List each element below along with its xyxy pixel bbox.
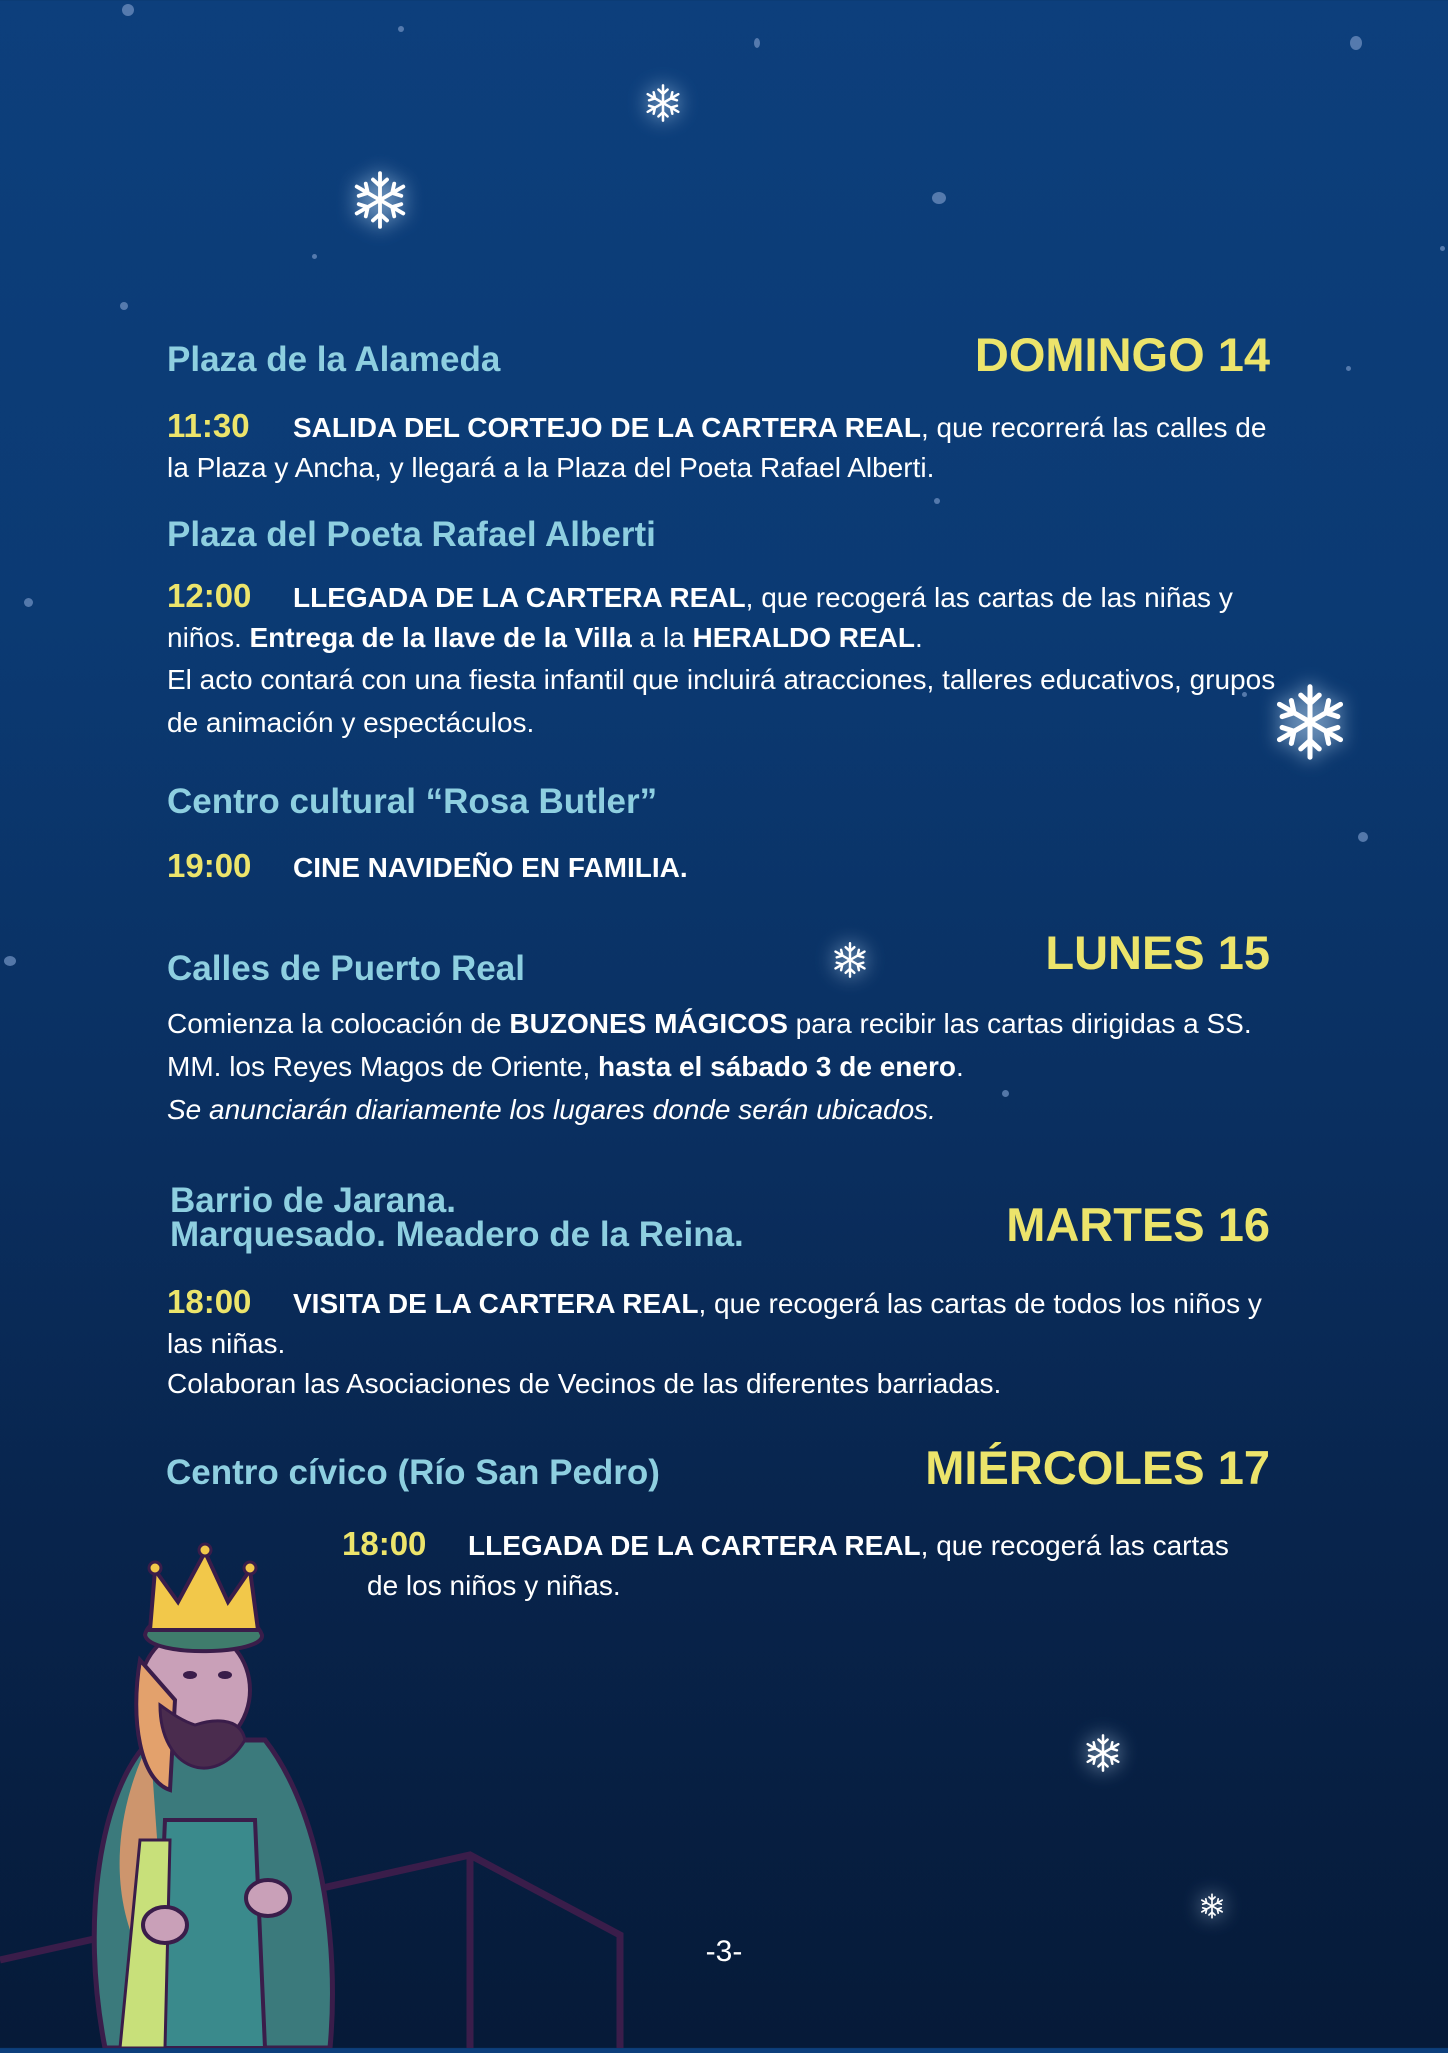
venue-barrio-jarana — [170, 1181, 744, 1254]
event-note: El acto contará con una fiesta infantil que incluirá atracciones, talleres educativos, grupos de animación y espectáculos. — [167, 664, 1276, 738]
snowflake-icon — [1198, 1892, 1226, 1920]
event-description: para recibir las cartas dirigidas a SS. MM. los Reyes Magos de Oriente, — [167, 1008, 1252, 1082]
page-number: -3- — [705, 1935, 743, 1968]
event-title: LLEGADA DE LA CARTERA REAL — [468, 1530, 921, 1561]
event-highlight: HERALDO REAL — [692, 622, 915, 653]
snowflake-icon — [1082, 1732, 1124, 1774]
event-title: LLEGADA DE LA CARTERA REAL — [293, 582, 746, 613]
snow-dot — [932, 192, 946, 204]
event-domingo-1200 — [167, 576, 1277, 744]
snow-dot — [4, 956, 16, 966]
snow-dot — [1358, 832, 1368, 842]
snow-dot — [122, 4, 134, 16]
snow-dot — [934, 498, 940, 504]
event-domingo-1900 — [167, 846, 1277, 888]
event-description: . — [915, 622, 923, 653]
event-highlight: hasta el sábado 3 de enero — [598, 1051, 956, 1082]
event-title: CINE NAVIDEÑO EN FAMILIA. — [293, 852, 688, 883]
king-illustration — [0, 1540, 640, 2048]
event-time: 18:00 — [167, 1283, 252, 1320]
event-highlight: BUZONES MÁGICOS — [509, 1008, 788, 1039]
snow-dot — [1350, 36, 1362, 50]
snow-dot — [754, 38, 760, 48]
event-domingo-1130 — [167, 406, 1277, 488]
day-heading-miercoles: MIÉRCOLES 17 — [925, 1441, 1270, 1494]
event-description: , que recogerá las cartas de las niñas y niños. — [167, 582, 1233, 653]
snowflake-icon — [830, 940, 870, 980]
snow-dot — [24, 598, 33, 607]
event-time: 19:00 — [167, 847, 252, 884]
day-heading-lunes: LUNES 15 — [1045, 926, 1270, 979]
venue-centro-civico: Centro cívico (Río San Pedro) — [166, 1453, 660, 1492]
snowflake-icon — [642, 82, 684, 124]
snowflake-icon — [1268, 680, 1352, 764]
event-title: VISITA DE LA CARTERA REAL — [293, 1288, 699, 1319]
event-description: Comienza la colocación de — [167, 1008, 510, 1039]
event-description: de los niños y niñas. — [367, 1570, 621, 1601]
snow-dot — [312, 254, 317, 259]
event-title: SALIDA DEL CORTEJO DE LA CARTERA REAL — [293, 412, 921, 443]
venue-plaza-alameda: Plaza de la Alameda — [167, 340, 501, 379]
snow-dot — [1440, 246, 1445, 251]
event-note: Se anunciarán diariamente los lugares donde serán ubicados. — [167, 1094, 936, 1125]
event-time: 12:00 — [167, 577, 252, 614]
event-description: a la — [631, 622, 693, 653]
snowflake-icon — [348, 168, 412, 232]
snow-dot — [120, 302, 128, 310]
event-note: Colaboran las Asociaciones de Vecinos de las diferentes barriadas. — [167, 1368, 1002, 1399]
event-description: . — [955, 1051, 964, 1082]
day-heading-martes: MARTES 16 — [1006, 1198, 1270, 1251]
venue-rosa-butler: Centro cultural “Rosa Butler” — [167, 782, 658, 821]
day-heading-domingo: DOMINGO 14 — [974, 328, 1270, 381]
event-description: , que recogerá las cartas de todos los niños y las niñas. — [167, 1288, 1262, 1359]
event-martes-1800 — [167, 1282, 1277, 1404]
event-time: 11:30 — [167, 407, 250, 444]
event-description: , que recorrerá las calles de la Plaza y Ancha, y llegará a la Plaza del Poeta Rafael Alberti. — [167, 412, 1267, 483]
event-highlight: Entrega de la llave de la Villa — [249, 622, 632, 653]
snow-dot — [1346, 366, 1351, 371]
venue-line: Marquesado. Meadero de la Reina. — [170, 1215, 744, 1254]
snow-dot — [398, 26, 404, 32]
venue-line: Barrio de Jarana. — [170, 1181, 456, 1220]
event-description: , que recogerá las cartas — [920, 1530, 1229, 1561]
event-time: 18:00 — [342, 1525, 427, 1562]
venue-plaza-poeta: Plaza del Poeta Rafael Alberti — [167, 515, 656, 554]
venue-calles-puerto-real: Calles de Puerto Real — [167, 949, 525, 988]
event-lunes — [167, 1002, 1277, 1131]
